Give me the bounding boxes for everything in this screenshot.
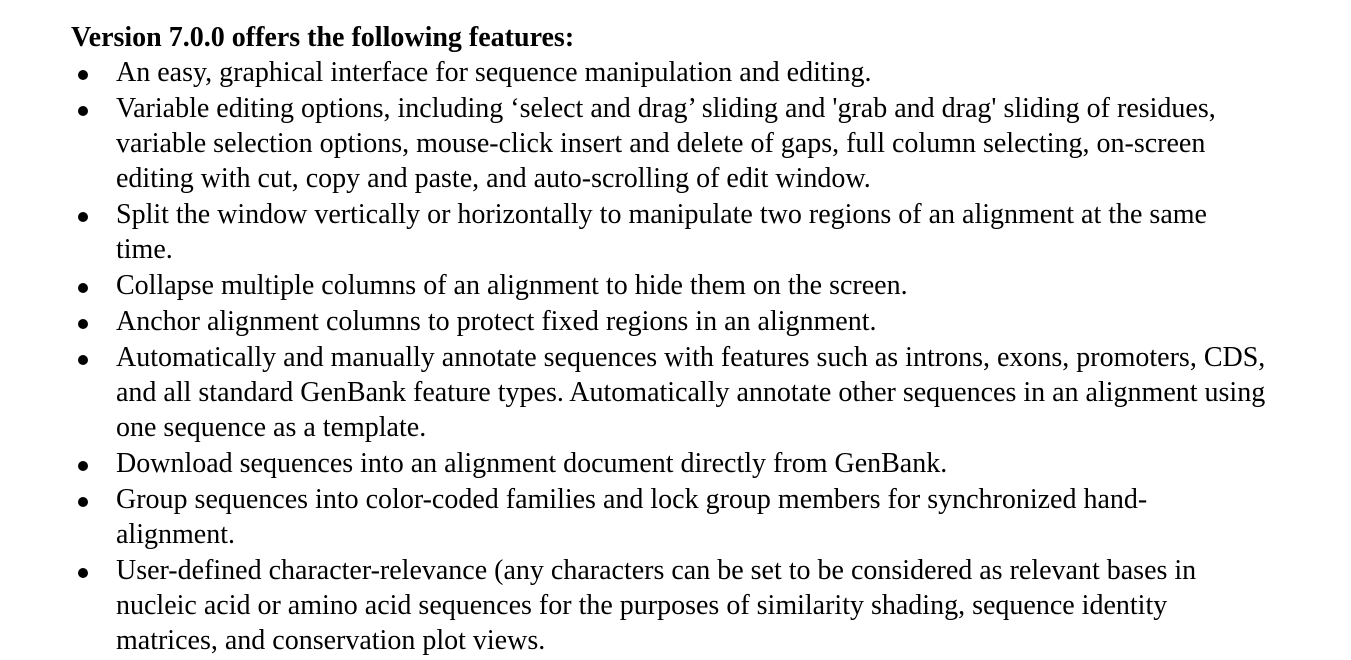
feature-list (71, 55, 1331, 658)
bullet-icon (73, 553, 93, 588)
bullet-icon (73, 304, 93, 339)
list-item (71, 268, 1266, 303)
list-item (71, 304, 1266, 339)
feature-text: Group sequences into color-coded families and lock group members for synchronized hand-alignment. (116, 484, 1148, 550)
feature-text: Automatically and manually annotate sequences with features such as introns, exons, promoters, CDS, and all standard GenBank feature types. Automatically annotate other sequences in an alignment using one sequence as a template. (116, 342, 1266, 443)
bullet-icon (73, 197, 93, 232)
section-heading: Version 7.0.0 offers the following features: (71, 22, 575, 53)
list-item (71, 446, 1266, 481)
bullet-icon (73, 268, 93, 303)
list-item (71, 197, 1266, 267)
feature-text: Variable editing options, including ‘select and drag’ sliding and 'grab and drag' sliding of residues, variable selection options, mouse-click insert and delete of gaps, full column selecting, on-screen editing with cut, copy and paste, and auto-scrolling of edit window. (116, 93, 1216, 194)
bullet-icon (73, 91, 93, 126)
bullet-icon (73, 55, 93, 90)
list-item (71, 55, 1266, 90)
feature-text: User-defined character-relevance (any characters can be set to be considered as relevant bases in nucleic acid or amino acid sequences for the purposes of similarity shading, sequence identity matrices, and conservation plot views. (116, 555, 1197, 656)
bullet-icon (73, 482, 93, 517)
feature-text: Download sequences into an alignment document directly from GenBank. (116, 448, 948, 479)
feature-text: An easy, graphical interface for sequence manipulation and editing. (116, 57, 872, 88)
bullet-icon (73, 446, 93, 481)
list-item (71, 553, 1266, 658)
document-body (71, 20, 1331, 659)
bullet-icon (73, 340, 93, 375)
list-item (71, 482, 1266, 552)
list-item (71, 91, 1266, 196)
feature-text: Collapse multiple columns of an alignment to hide them on the screen. (116, 270, 908, 301)
list-item (71, 340, 1266, 445)
feature-text: Split the window vertically or horizontally to manipulate two regions of an alignment at the same time. (116, 199, 1207, 265)
feature-text: Anchor alignment columns to protect fixed regions in an alignment. (116, 306, 877, 337)
